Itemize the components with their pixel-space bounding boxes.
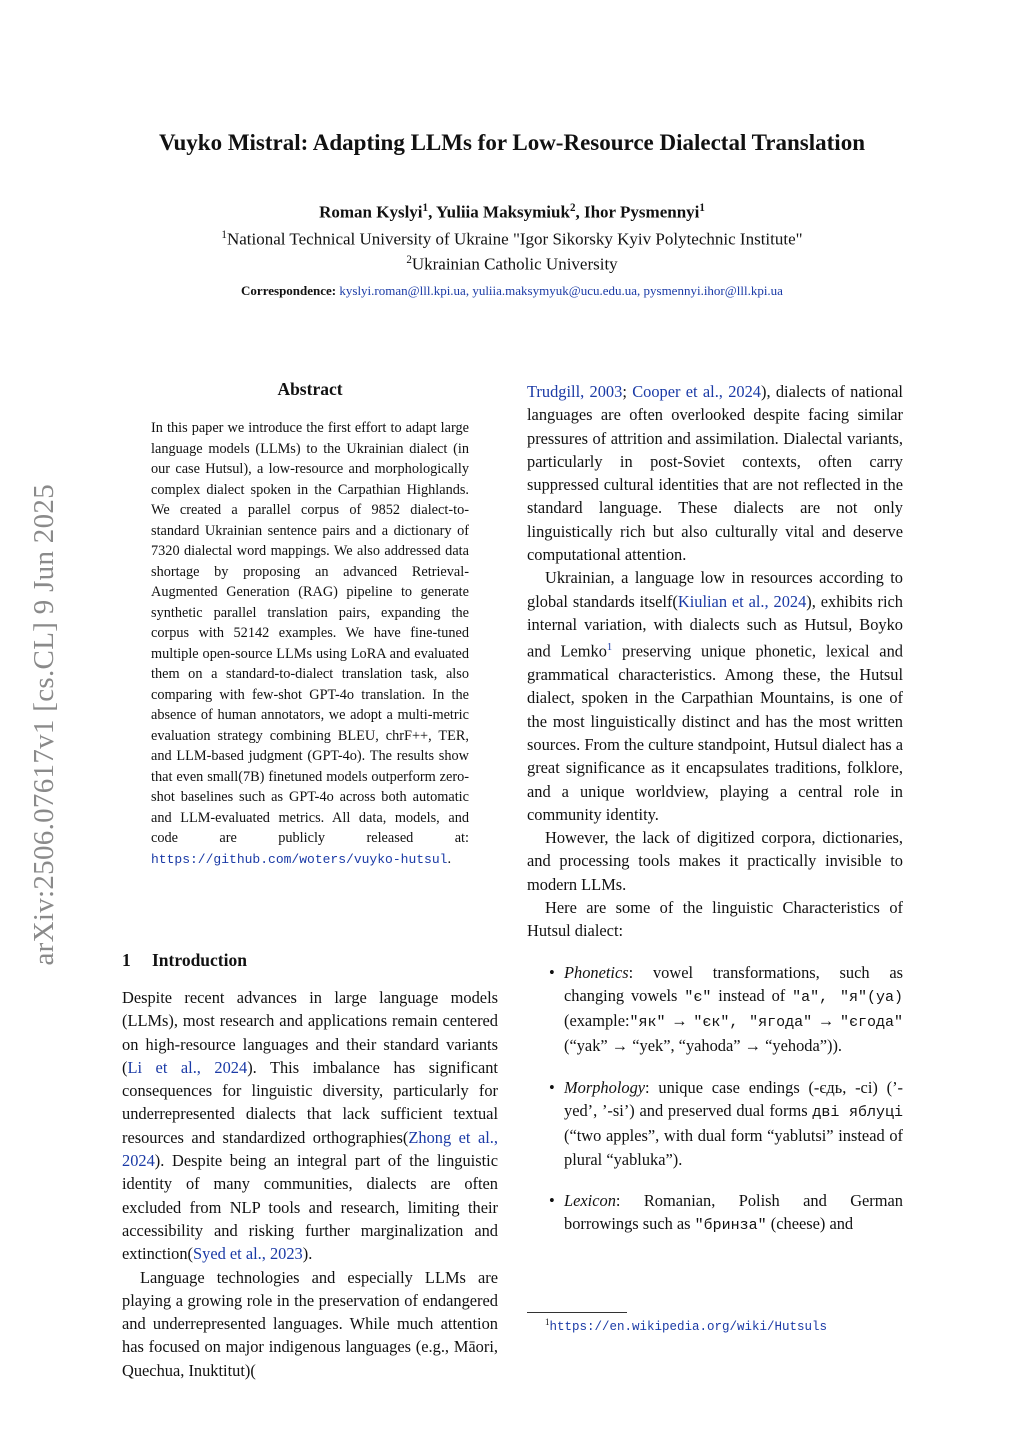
github-link[interactable]: https://github.com/woters/vuyko-hutsul — [151, 851, 448, 867]
footnote-divider — [527, 1312, 627, 1313]
bullet-text: : vowel transformations, such as changing vowels — [564, 962, 903, 1005]
section-number: 1 — [122, 950, 131, 970]
footnote-link[interactable]: https://en.wikipedia.org/wiki/Hutsuls — [549, 1320, 828, 1335]
arxiv-stamp — [22, 440, 66, 1010]
citation-link[interactable]: Zhong et al., 2024 — [122, 1127, 498, 1171]
section-title: Introduction — [152, 950, 247, 970]
paragraph-text: Language technologies and especially LLMs are playing a growing role in the preservation of endangered and underrepresented languages. While much attention has focused on major indigenous languages (e.g., Māori, Quechua, Inuktitut)( — [122, 1267, 498, 1380]
example-word: дві яблуці — [812, 1104, 903, 1122]
bullet-text: (“two apples”, with dual form “yablutsi” instead of plural “yabluka”). — [564, 1126, 903, 1169]
author-name: Roman Kyslyi — [319, 202, 423, 222]
author-affil-mark: 1 — [699, 202, 705, 214]
bullet-text: instead of — [711, 985, 793, 1005]
author-name: Yuliia Maksymiuk — [435, 202, 570, 222]
citation-link[interactable]: Cooper et al., 2024 — [632, 382, 761, 401]
list-item — [527, 1189, 903, 1238]
footnote-mark[interactable]: 1 — [606, 642, 613, 654]
paragraph-text: ). Despite being an integral part of the linguistic identity of many communities, dialects are often excluded from NLP tools and research, limiting their accessibility and risking further marginalization and extinction( — [122, 1151, 498, 1264]
correspondence — [0, 283, 1024, 299]
paragraph-text: ), dialects of national languages are often overlooked despite facing similar pressures of attrition and assimilation. Dialectal variants, particularly in post-Soviet contexts, often carry suppressed cultural identities that are not reflected in the standard language. These dialects are not only linguistically rich but also culturally vital and deserve computational attention. — [527, 382, 903, 565]
bullet-text: (cheese) and — [766, 1214, 854, 1234]
intro-paragraph-5: Here are some of the linguistic Characteristics of Hutsul dialect: — [527, 898, 903, 941]
bullet-text: → — [665, 1011, 694, 1031]
citation-link[interactable]: Kiulian et al., 2024 — [677, 591, 807, 611]
bullet-text: : Romanian, Polish and German borrowings such as — [564, 1190, 903, 1234]
bullet-text: (example: — [564, 1011, 630, 1031]
left-column — [122, 986, 498, 1382]
list-item — [527, 961, 903, 1058]
author-list: Roman Kyslyi$^1$, Yuliia Maksymiuk$^2$, Ihor Pysmennyi$^1$ — [319, 202, 705, 222]
author-name: Ihor Pysmennyi — [583, 202, 700, 222]
abstract-end: . — [447, 850, 452, 867]
paragraph-text: ). This imbalance has significant consequences for linguistic diversity, particularly for underrepresented dialects that lack sufficient textual resources and standardized orthographies( — [122, 1057, 498, 1147]
intro-paragraph-4: However, the lack of digitized corpora, dictionaries, and processing tools makes it practically invisible to modern LLMs. — [527, 828, 903, 894]
abstract-heading: Abstract — [277, 379, 343, 399]
bullet-text: → — [812, 1011, 840, 1031]
citation-link[interactable]: Li et al., 2024 — [127, 1057, 248, 1077]
intro-paragraph-1 — [122, 986, 498, 1266]
footnote-number: 1 — [545, 1317, 550, 1327]
paragraph-text: ; — [622, 382, 633, 401]
citation-link[interactable]: Syed et al., 2023 — [193, 1244, 303, 1264]
bullet-text: (“yak” → “yek”, “yahoda” → “yehoda”)). — [564, 1036, 843, 1056]
affiliation-name: Ukrainian Catholic University — [411, 254, 618, 274]
paragraph-text: Despite recent advances in large language models (LLMs), most research and applications remain centered on high-resource languages and their standard variants ( — [122, 988, 498, 1077]
footnote — [545, 1317, 827, 1334]
section-heading — [122, 950, 247, 971]
bullet-term: Morphology — [564, 1077, 646, 1097]
affiliation-mark: 2 — [406, 254, 412, 266]
bullet-text: : unique case endings (-єдь, -сі) (’-yed’, ’-si’) and preserved dual forms — [564, 1077, 903, 1121]
list-item — [527, 1076, 903, 1171]
correspondence-emails[interactable]: kyslyi.roman@lll.kpi.ua, yuliia.maksymyuk@ucu.edu.ua, pysmennyi.ihor@lll.kpi.ua — [339, 283, 783, 298]
paragraph-text: ). — [302, 1244, 313, 1264]
intro-paragraph-2-cont — [527, 380, 903, 566]
paragraph-text: ), exhibits rich internal variation, with dialects such as Hutsul, Boyko and Lemko — [527, 591, 903, 661]
bullet-term: Phonetics — [564, 962, 629, 982]
right-column — [527, 380, 903, 1256]
characteristics-list — [527, 961, 903, 1238]
intro-paragraph-2 — [122, 1266, 498, 1382]
example-word: "бринза" — [694, 1217, 767, 1235]
arxiv-stamp-text: arXiv:2506.07617v1 [cs.CL] 9 Jun 2025 — [27, 484, 60, 966]
bullet-term: Lexicon — [564, 1190, 616, 1210]
intro-paragraph-3 — [527, 566, 903, 826]
example-word: "єк", "ягода" — [693, 1014, 813, 1032]
affiliation-2 — [0, 254, 1024, 275]
abstract-body — [151, 418, 469, 870]
example-word: "як" — [629, 1014, 666, 1032]
affiliation-mark: 1 — [221, 229, 227, 241]
paper-title: Vuyko Mistral: Adapting LLMs for Low-Resource Dialectal Translation — [159, 130, 865, 155]
author-affil-mark: 1 — [422, 202, 429, 214]
affiliation-name: National Technical University of Ukraine "Igor Sikorsky Kyiv Polytechnic Institute" — [226, 229, 803, 249]
citation-link[interactable]: Trudgill, 2003 — [527, 382, 623, 401]
example-word: "а", "я"(ya) — [792, 988, 903, 1006]
affiliation-1 — [0, 229, 1024, 250]
correspondence-label: Correspondence: — [241, 283, 337, 298]
example-word: "є" — [684, 988, 712, 1006]
abstract-text: In this paper we introduce the first effort to adapt large language models (LLMs) to the Ukrainian dialect (in our case Hutsul), a low-resource and morphologically complex dialect spoken in the Carpathian Highlands. We created a parallel corpus of 9852 dialect-to-standard Ukrainian sentence pairs and a dictionary of 7320 dialectal word mappings. We also addressed data shortage by proposing an advanced Retrieval-Augmented Generation (RAG) pipeline to generate synthetic parallel translation pairs, expanding the corpus with 52142 examples. We have fine-tuned multiple open-source LLMs using LoRA and evaluated them on a standard-to-dialect translation task, also comparing with few-shot GPT-4o translation. In the absence of human annotators, we adopt a multi-metric evaluation strategy combining BLEU, chrF++, TER, and LLM-based judgment (GPT-4o). The results show that even small(7B) finetuned models outperform zero-shot baselines such as GPT-4o across both automatic and LLM-evaluated metrics. All data, models, and code are publicly released at: — [151, 420, 469, 846]
example-word: "єгода" — [839, 1014, 903, 1032]
author-affil-mark: 2 — [569, 202, 576, 214]
paragraph-text: preserving unique phonetic, lexical and grammatical characteristics. Among these, the Hutsul dialect, spoken in the Carpathian Mountains, is one of the most linguistically distinct and has the most written sources. From the culture standpoint, Hutsul dialect has a great significance as it encapsulates traditions, folklore, and a unique worldview, playing a central role in community identity. — [527, 641, 903, 824]
paragraph-text: Ukrainian, a language low in resources according to global standards itself( — [527, 568, 903, 611]
